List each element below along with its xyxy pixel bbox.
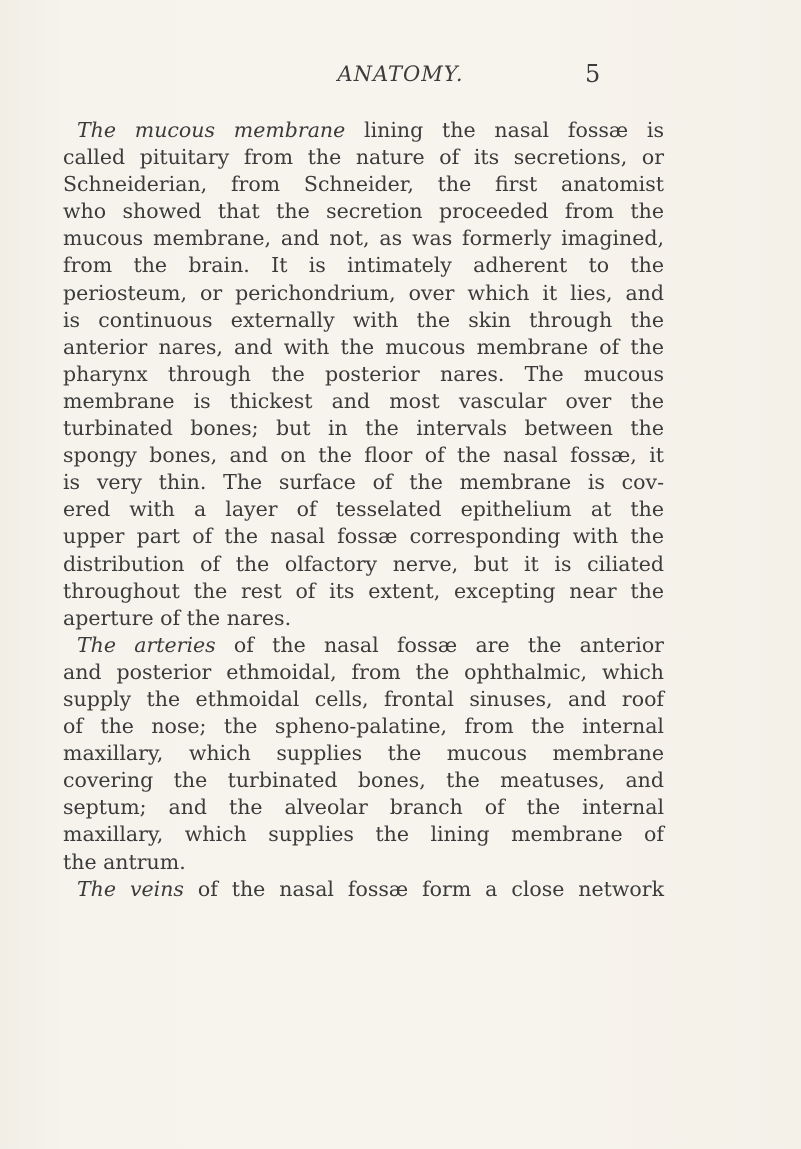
italic-lead: The arteries — [77, 632, 216, 657]
text-line: called pituitary from the nature of its secretions, or — [63, 145, 664, 170]
text-line — [63, 876, 664, 903]
line-rest: lining the nasal fossæ is — [345, 118, 664, 142]
line-rest: of the nasal fossæ are the anterior — [215, 632, 664, 657]
text-line: septum; and the alveolar branch of the internal — [63, 795, 664, 820]
page-number: 5 — [585, 60, 601, 88]
text-line: membrane is thickest and most vascular over the — [63, 388, 664, 413]
text-line: aperture of the nares. — [63, 605, 292, 630]
text-line — [63, 117, 664, 144]
text-line: pharynx through the posterior nares. The mucous — [63, 361, 664, 386]
page-header — [0, 58, 801, 98]
text-line: throughout the rest of its extent, excepting near the — [63, 578, 664, 603]
text-line: periosteum, or perichondrium, over which it lies, and — [63, 280, 664, 305]
text-line: distribution of the olfactory nerve, but it is ciliated — [63, 551, 664, 576]
text-line: upper part of the nasal fossæ corresponding with the — [63, 524, 664, 549]
text-line: maxillary, which supplies the mucous membrane — [63, 741, 664, 766]
text-line: is very thin. The surface of the membrane is cov- — [63, 470, 664, 495]
text-line: is continuous externally with the skin through the — [63, 307, 664, 332]
text-line: anterior nares, and with the mucous membrane of the — [63, 334, 664, 359]
text-line — [63, 632, 664, 659]
text-line: supply the ethmoidal cells, frontal sinuses, and roof — [63, 686, 664, 711]
text-line: maxillary, which supplies the lining membrane of — [63, 822, 664, 847]
line-rest: of the nasal fossæ form a close network — [183, 876, 664, 901]
text-line: and posterior ethmoidal, from the ophthalmic, which — [63, 659, 664, 684]
text-line: covering the turbinated bones, the meatuses, and — [63, 768, 664, 793]
text-line: the antrum. — [63, 849, 186, 874]
italic-lead: The mucous membrane — [77, 118, 346, 142]
running-title: ANATOMY. — [337, 62, 464, 86]
text-line: of the nose; the spheno-palatine, from the internal — [63, 714, 664, 739]
text-line: who showed that the secretion proceeded from the — [63, 199, 664, 224]
text-line: ered with a layer of tesselated epithelium at the — [63, 497, 664, 522]
paragraph-mucous-membrane — [63, 117, 664, 632]
paragraph-veins — [63, 876, 664, 903]
text-line: from the brain. It is intimately adherent to the — [63, 253, 664, 278]
text-line: spongy bones, and on the floor of the nasal fossæ, it — [63, 443, 664, 468]
text-line: Schneiderian, from Schneider, the first anatomist — [63, 172, 664, 197]
text-line: mucous membrane, and not, as was formerly imagined, — [63, 226, 664, 251]
body-text — [63, 117, 664, 903]
paragraph-arteries — [63, 632, 664, 876]
text-line: turbinated bones; but in the intervals between the — [63, 416, 664, 441]
italic-lead: The veins — [77, 876, 184, 901]
